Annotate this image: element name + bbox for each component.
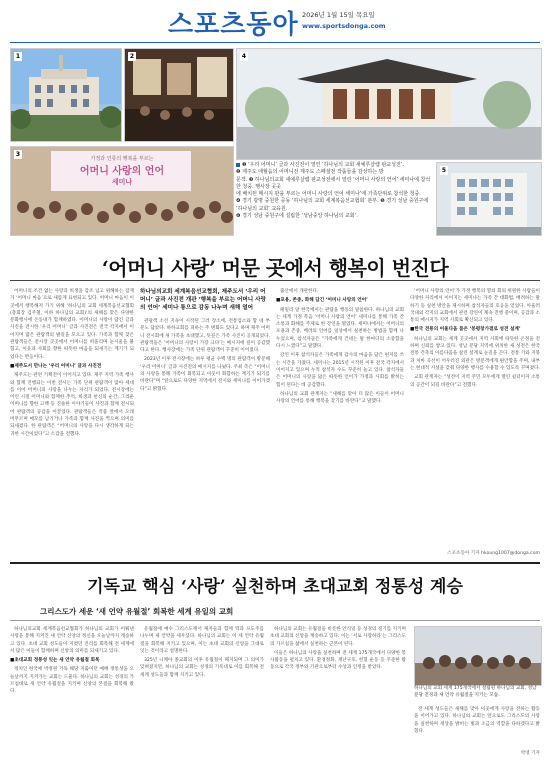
- paragraph: 하나님의 교회 관계자는 “새해를 맞아 더 많은 이들이 어머니 사랑의 언어를 통해 행복을 찾기를 바란다”고 말했다.: [276, 391, 404, 405]
- paragraph: ‘어머니 사랑의 언어’가 가정 행복의 열쇠 회의 위원한 사람들이 다양한 자리에서 이어지는 세미나는 가족 간 대화법, 배려하는 말하기 등 실천 방안을 제시하며 참석자들의 호응을 얻었다. 아울러 국내외 각지의 교회에서 관련 강연이 계속 진행 중이며, 공감과 소통의 메시지가 지역 사회로 확산되고 있다.: [410, 289, 540, 324]
- article1-headline: ‘어머니 사랑’ 머문 곳에서 행복이 번진다: [101, 256, 449, 280]
- paragraph: 325년 니케아 종교회의 이후 유월절이 폐지되며 그 의미가 잊혀졌지만, 하나님의 교회는 성경의 기록대로 이를 회복해 전 세계 성도들과 함께 지키고 있다.: [140, 658, 264, 678]
- paragraph: 강연 이후 참석자들은 가족에게 감사의 마음을 담은 편지를 쓰는 시간을 가졌다. 세미나는 2015년 시작된 이후 전국 각지에서 이어지고 있으며 누적 참석자 수도 꾸준히 늘고 있다. 참석자들은 어머니의 사랑을 닮은 따뜻한 언어가 가정과 사회를 밝히는 힘이 된다는 데 공감했다.: [276, 353, 404, 388]
- caption-line-4: 에 배치된 메시지 판을 부르는 어머니 사랑의 언어 세미나’에 가족단위로 참석한 청중.: [236, 191, 421, 198]
- issue-date: 2026년 1월 15일 목요일: [302, 11, 375, 19]
- paragraph: 하나님의 교회는 세계 곳곳에서 지역 사회에 따뜻한 온정을 전하며 신뢰를 쌓고 있다. 성남 분당 지역에 위치한 새 성전은 한국 전통 건축의 아름다움을 살린 설계로 눈길을 끈다. 전통 기와 지붕과 처마 곡선이 어우러진 외관은 방문객에게 편안함을 주며, 내부는 현대적 시설을 갖춰 다양한 행사를 수용할 수 있도록 꾸며졌다.: [410, 336, 540, 371]
- paragraph: 정치인 한국에 박정원 기독 해당 지출이던 예배 정통성을 오늘날까지 지켜가는 교회는 드물다. 하나님의 교회는 성경의 가르침대로 새 언약 유월절을 지키며 신앙의 본질을 회복해 왔다.: [10, 667, 134, 695]
- photo-seminar-group: [414, 626, 542, 686]
- paragraph: 유월절에 예수 그리스도께서 제자들과 함께 떡과 포도주를 나누며 새 언약을 세우셨다. 하나님의 교회는 이 새 언약 유월절을 회복해 지키고 있으며, 이는 초대 교회의 신앙을 그대로 잇는 것이라고 설명한다.: [140, 627, 264, 654]
- traditional-building-illustration: [237, 49, 541, 159]
- photo-modern-building: [436, 162, 542, 236]
- photo-traditional-temple: [236, 48, 542, 160]
- section-subheading: ■한국 전통의 어울다움 품은 ‘봉평창가결로 성전 설계’: [410, 327, 521, 333]
- article2-column-2: [140, 626, 264, 756]
- article2-photo-caption: 하나님의 교회 세계 175개국에서 설립된 하나님의 교회, 성남 분당 전경과 새 언약 유월절을 지키는 모습.: [414, 686, 537, 698]
- photo-number: 4: [241, 53, 247, 60]
- photo-number: 2: [129, 53, 135, 60]
- paragraph: 어머니의 조건 없는 사랑과 희생을 감조 넘고 위해하는 잠재가 ‘어머니 마음’으로 새롭게 표현되고 있다. 어머니 마음이 이 곳에서 행복해져 가기 위해 ‘하나님의 교회 세계복음선교협회(총회장 김주철, 이하 하나님의 교회)’의 새해를 맞은 다양한 문화행사에 온동네가 함께하였다. 어머니의 사랑이 담긴 글과 사진을 전시한 ‘우리 어머니’ 글과 사진전은 전국 각지에서 이어지며 많은 관람객의 발길을 모으고 있다. 가족과 함께 찾은 관람객들은 전시장 곳곳에서 어머니를 떠올리며 눈시울을 붉혔고, 이웃과 사회를 향한 따뜻한 마음을 되새기는 계기가 되었다는 반응이다.: [10, 289, 134, 360]
- website-url: www.sportsdonga.com: [302, 22, 386, 30]
- section-subheading: ■포용, 존중, 화해 담긴 ‘어머니 사랑의 언어’: [276, 298, 368, 304]
- seminar-banner: [67, 155, 177, 187]
- article1-column-1: [10, 288, 134, 558]
- photo-number: 5: [441, 167, 447, 174]
- article1-column-4: [410, 288, 540, 550]
- caption-line-1: ❶ ‘우리 어머니’ 글과 사진전이 열린 ‘하나님의 교회 새예루살렘 판교성전’.: [242, 162, 404, 168]
- photo-number: 3: [15, 151, 21, 158]
- subheadline-rule: [10, 620, 540, 621]
- paragraph: 제주도는 관련 기획전이 이어지고 있다. 제주 지역 가족 행사와 함께 진행되는 이번 전시는 가족 단위 관람객이 많아 세대를 이어 어머니의 사랑을 나누는 자리가 되었다. 전시장에는 어린 시절 어머니와 함께한 추억, 희생과 헌신의 순간, 그리운 어머니를 향한 고백 등 진솔한 이야기들이 사진과 함께 전시되어 관람객의 공감을 이끌었다. 관람객들은 작품 앞에서 오래 머무르며 메모를 남기거나 가족과 함께 사진을 찍으며 의미를 되새겼다. 한 관람객은 “어머니의 사랑을 다시 생각하게 되는 귀한 시간이었다”고 소감을 전했다.: [10, 373, 134, 437]
- church-building-illustration: [11, 49, 121, 141]
- paragraph: 2023년 이후 전시장에는 하루 평균 수백 명의 관람객이 방문해 ‘우리 어머니’ 글과 사진전의 메시지를 나눴다. 주최 측은 “어머니의 사랑을 통해 가족이 회복되고 이웃이 화합하는 계기가 되기를 바란다”며 “앞으로도 다양한 지역에서 전시와 세미나를 이어가겠다”고 밝혔다.: [140, 357, 270, 392]
- caption-line-5: ❹ 경기 광명 중원한 공동 ‘하나님의 교회 세계복음선교협회’ 본부. ❺ 경기 성남 중원구에 ‘하나님의 교회’ 교육원.: [236, 198, 429, 212]
- newspaper-logo: 스포츠동아: [168, 10, 299, 40]
- photo-exhibition-hall: [124, 48, 234, 142]
- group-photo-illustration: [415, 627, 541, 685]
- article1-byline: 스포츠동아 기자 hkoung1007@donga.com: [447, 551, 540, 556]
- headline-rule: [10, 280, 540, 281]
- photo-caption: [236, 162, 432, 220]
- article2-byline: 박영 기자: [520, 751, 540, 756]
- article1-column-2: [140, 318, 270, 558]
- article2-column-3: [270, 626, 406, 756]
- section-divider: [10, 562, 540, 564]
- masthead: [0, 0, 550, 46]
- article2-subheadline: 그리스도가 세운 ‘새 언약 유월절’ 회복한 세계 유일의 교회: [40, 607, 234, 616]
- photo-seminar-audience: [10, 146, 234, 236]
- paragraph: 관광객 소선 지속이 시작된 그러 장소에, 전통업소와 함 네 부 분노 담았다. 하하교회를 피하는 주 변화도 있다고 하며 제주 어머니 전시회에 새 가족을 초대했고, 뜻깊은 가족 사진이 공개되었다. 관람객들은 ‘어머니의 사랑이 가장 크다’는 메시지에 깊이 공감했다고 한다. 행사장에는 가족 단위 관람객이 꾸준히 이어졌다.: [140, 319, 270, 354]
- paragraph: 하나님의교회 세계복음선교협회가 하나님의 교회가 이뤄낸 사랑을 통해 지켜진 새 언약 신앙의 정신을 오늘날까지 계승하고 있다. 초대 교회 성도들이 지켰던 진리를 회복해 전 세계에서 많은 이들이 함께하며 신앙의 의미를 되새기고 있다.: [10, 627, 134, 654]
- photo-number: 1: [15, 53, 21, 60]
- masthead-rule: [10, 42, 540, 43]
- paragraph: 출산에서 개관한다.: [280, 289, 319, 294]
- banner-line-2: 어머니 사랑의 언어: [79, 166, 165, 177]
- paragraph: 패밀리 달 한국에서는 관람을 행동의 말씀한다. 하나님의 교회는 세계 가정 복음 ‘어머니 사랑의 언어’ 세미나를 통해 가족 간 소통과 화해를 주제로 한 강연을 열었다. 세미나에서는 어머니의 포용과 존중, 배려의 언어를 일상에서 실천하는 방법을 함께 나누었으며, 참석자들은 “가족에게 건네는 말 한마디의 소중함을 다시 느꼈다”고 말했다.: [276, 307, 404, 350]
- article1-lead: 하나님의교회 세계복음선교협회, 제주도서 ‘우리 어머니’ 글과 사진전 개관 ‘행복을 부르는 어머니 사랑의 언어’ 세미나 통으로 감동 나누며 새해 열어: [140, 289, 266, 311]
- banner-line-3: 세미나: [111, 178, 133, 186]
- caption-line-3: 문객. ❸ 하나님의교회 새예루살렘 판교성전에서 열린 ‘어머니 사랑의 언어’ 세미나에 참석한 청중. 행사장 곳곳: [236, 176, 431, 190]
- article2-headline: 기독교 핵심 ‘사랑’ 실천하며 초대교회 정통성 계승: [87, 577, 463, 597]
- paragraph: 전 세계 성도들은 새해를 맞아 이웃에게 사랑을 전하는 활동을 이어가고 있다. 하나님의 교회는 앞으로도 그리스도의 사랑을 실천하며 세상을 밝히는 빛과 소금의 역할을 다하겠다고 밝혔다.: [414, 707, 540, 734]
- article2-column-1: [10, 626, 134, 756]
- modern-building-illustration: [437, 163, 541, 235]
- paragraph: 하나님의 교회는 유월절을 비롯한 안식일 등 성경의 절기를 지키며 초대 교회의 신앙을 계승하고 있다. 이는 ‘서로 사랑하라’는 그리스도의 가르침을 삶에서 실천하는 근본이 된다.: [270, 627, 406, 647]
- section-subheading: ■초대교회 정통성 잇는 새 언약 유월절 회복: [10, 658, 100, 664]
- article2-column-4: [414, 706, 540, 750]
- exhibition-hall-illustration: [125, 49, 233, 141]
- article1-column-3: [276, 288, 404, 558]
- paragraph: 이들은 하나님의 사랑을 실천하며 전 세계 175개국에서 다양한 봉사활동을 펼치고 있다. 환경정화, 재난구호, 헌혈 운동 등 꾸준한 활동으로 각국 정부와 기관으로부터 수상과 인정을 받았다.: [270, 650, 406, 671]
- caption-line-6: ❻ 경기 성남 중원구에 설립한 ‘성남중앙 하나님의 교회’.: [236, 213, 358, 220]
- caption-line-2: ❷ 제주도 애월읍의 어머니전 제주도 스페셜전 작품들을 감상하는 방: [236, 169, 384, 176]
- banner-line-1: 가정과 인류의 행복을 부르는: [90, 156, 154, 162]
- photo-church-building: [10, 48, 122, 142]
- paragraph: 교회 관계자는 “성전이 지역 주민 모두에게 열린 쉼터이자 소통의 공간이 되길 바란다”고 전했다.: [410, 375, 540, 388]
- section-subheading: ■제주도서 만나는 ‘우리 어머니’ 글과 사진전: [10, 363, 102, 369]
